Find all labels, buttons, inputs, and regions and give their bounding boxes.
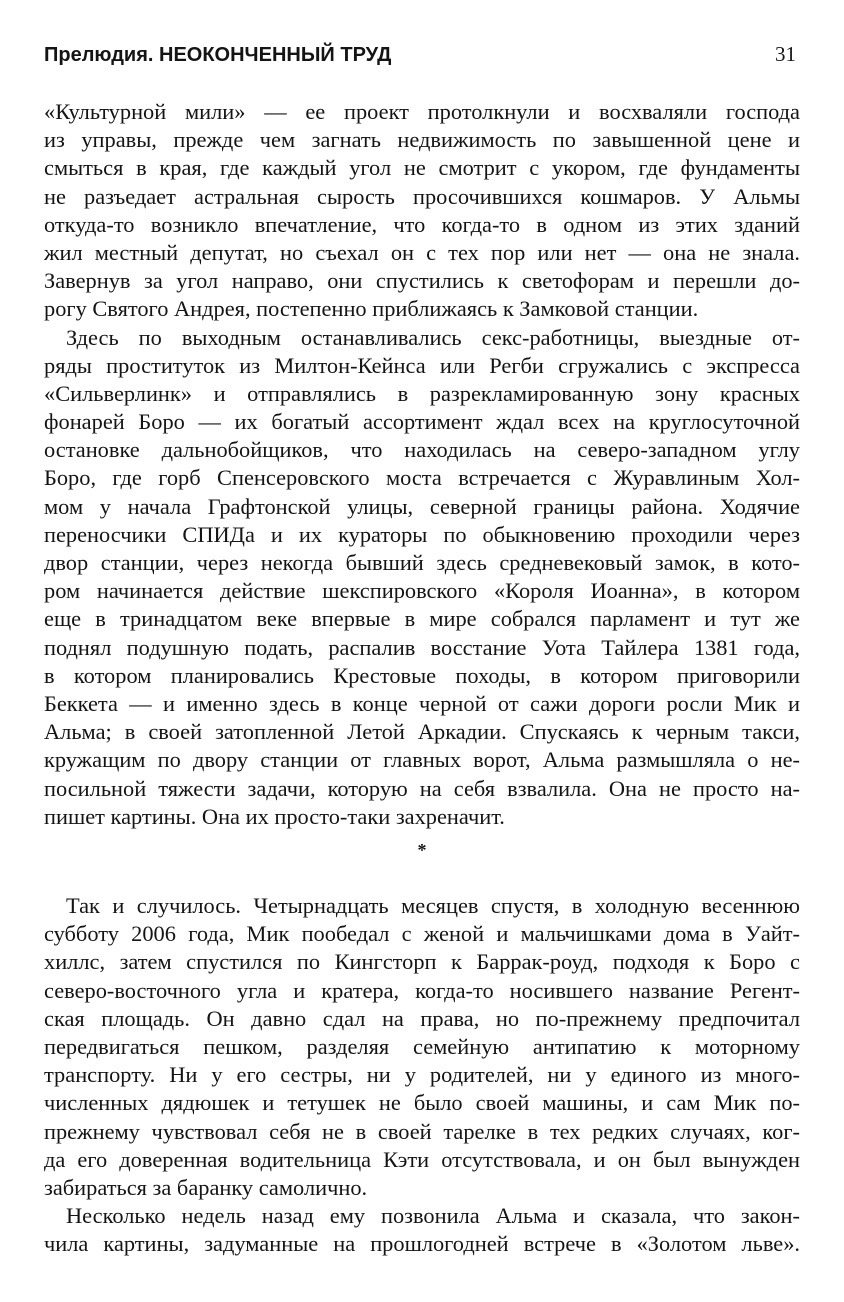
text-line: кружащим по двору станции от главных ворот, Альма размышляла о не- [44,747,800,773]
text-line: «Культурной мили» — ее проект протолкнули и восхваляли господа [44,99,800,124]
text-line: жил местный депутат, но съехал он с тех пор или нет — она не знала. [44,239,800,265]
text-line: численных дядюшек и тетушек не было своей машины, и сам Мик по- [44,1090,800,1116]
text-section-2 [44,892,800,1258]
text-line: в котором планировались Крестовые походы, в котором приговорили [44,662,800,688]
text-line: откуда-то возникло впечатление, что когда-то в одном из этих зданий [44,211,800,237]
text-line: рогу Святого Андрея, постепенно приближаясь к Замковой станции. [44,296,699,322]
text-line: ряды проституток из Милтон-Кейнса или Регби сгружались с экспресса [44,352,800,378]
section-separator: * [417,840,427,860]
text-line: переносчики СПИДа и их кураторы по обыкновению проходили через [44,521,800,547]
running-header [44,42,796,74]
text-line: да его доверенная водительница Кэти отсутствовала, и он был вынужден [44,1146,800,1172]
text-section-1 [44,98,800,831]
text-line: северо-восточного угла и кратера, когда-то носившего название Регент- [44,977,800,1003]
text-line: Альма; в своей затопленной Летой Аркадии. Спускаясь к черным такси, [44,719,800,745]
text-line: еще в тринадцатом веке впервые в мире собрался парламент и тут же [44,606,800,632]
text-line: Несколько недель назад ему позвонила Альма и сказала, что закон- [66,1203,800,1229]
text-line: Здесь по выходным останавливались секс-работницы, выездные от- [66,324,800,350]
text-line: не разъедает астральная сырость просочившихся кошмаров. У Альмы [44,183,800,209]
text-line: мом у начала Графтонской улицы, северной границы района. Ходячие [44,493,800,519]
text-line: поднял подушную подать, распалив восстание Уота Тайлера 1381 года, [44,634,800,660]
text-line: чила картины, задуманные на прошлогодней встрече в «Золотом льве». [44,1231,800,1257]
page-number: 31 [775,42,796,66]
text-line: прежнему чувствовал себя не в своей тарелке в тех редких случаях, ког- [44,1118,800,1144]
text-line: транспорту. Ни у его сестры, ни у родителей, ни у единого из много- [44,1062,800,1088]
text-line: «Сильверлинк» и отправлялись в разрекламированную зону красных [44,380,800,406]
text-line: Завернув за угол направо, они спустились к светофорам и перешли до- [44,268,800,294]
text-line: пишет картины. Она их просто-таки захреначит. [44,803,505,829]
text-line: Так и случилось. Четырнадцать месяцев спустя, в холодную весеннюю [66,893,800,918]
text-line: Боро, где горб Спенсеровского моста встречается с Журавлиным Хол- [44,465,800,491]
text-line: двор станции, через некогда бывший здесь средневековый замок, в кото- [44,550,800,575]
text-line: хиллс, затем спустился по Кингсторп к Баррак-роуд, подходя к Боро с [44,949,800,975]
text-line: забираться за баранку самолично. [44,1174,368,1200]
chapter-title: Прелюдия. НЕОКОНЧЕННЫЙ ТРУД [44,44,392,66]
text-line: из управы, прежде чем загнать недвижимость по завышенной цене и [44,127,800,153]
text-line: фонарей Боро — их богатый ассортимент ждал всех на круглосуточной [44,409,800,435]
text-line: остановке дальнобойщиков, что находилась на северо-западном углу [44,437,800,463]
text-line: смыться в края, где каждый угол не смотрит с укором, где фундаменты [44,155,800,181]
text-line: ская площадь. Он давно сдал на права, но по-прежнему предпочитал [44,1005,800,1031]
text-line: посильной тяжести задачи, которую на себя взвалила. Она не просто на- [44,775,800,801]
text-line: Беккета — и именно здесь в конце черной от сажи дороги росли Мик и [44,690,800,716]
text-line: ром начинается действие шекспировского «Короля Иоанна», в котором [44,578,800,604]
text-line: субботу 2006 года, Мик пообедал с женой и мальчишками дома в Уайт- [44,921,800,947]
text-line: передвигаться пешком, разделяя семейную антипатию к моторному [44,1033,800,1059]
